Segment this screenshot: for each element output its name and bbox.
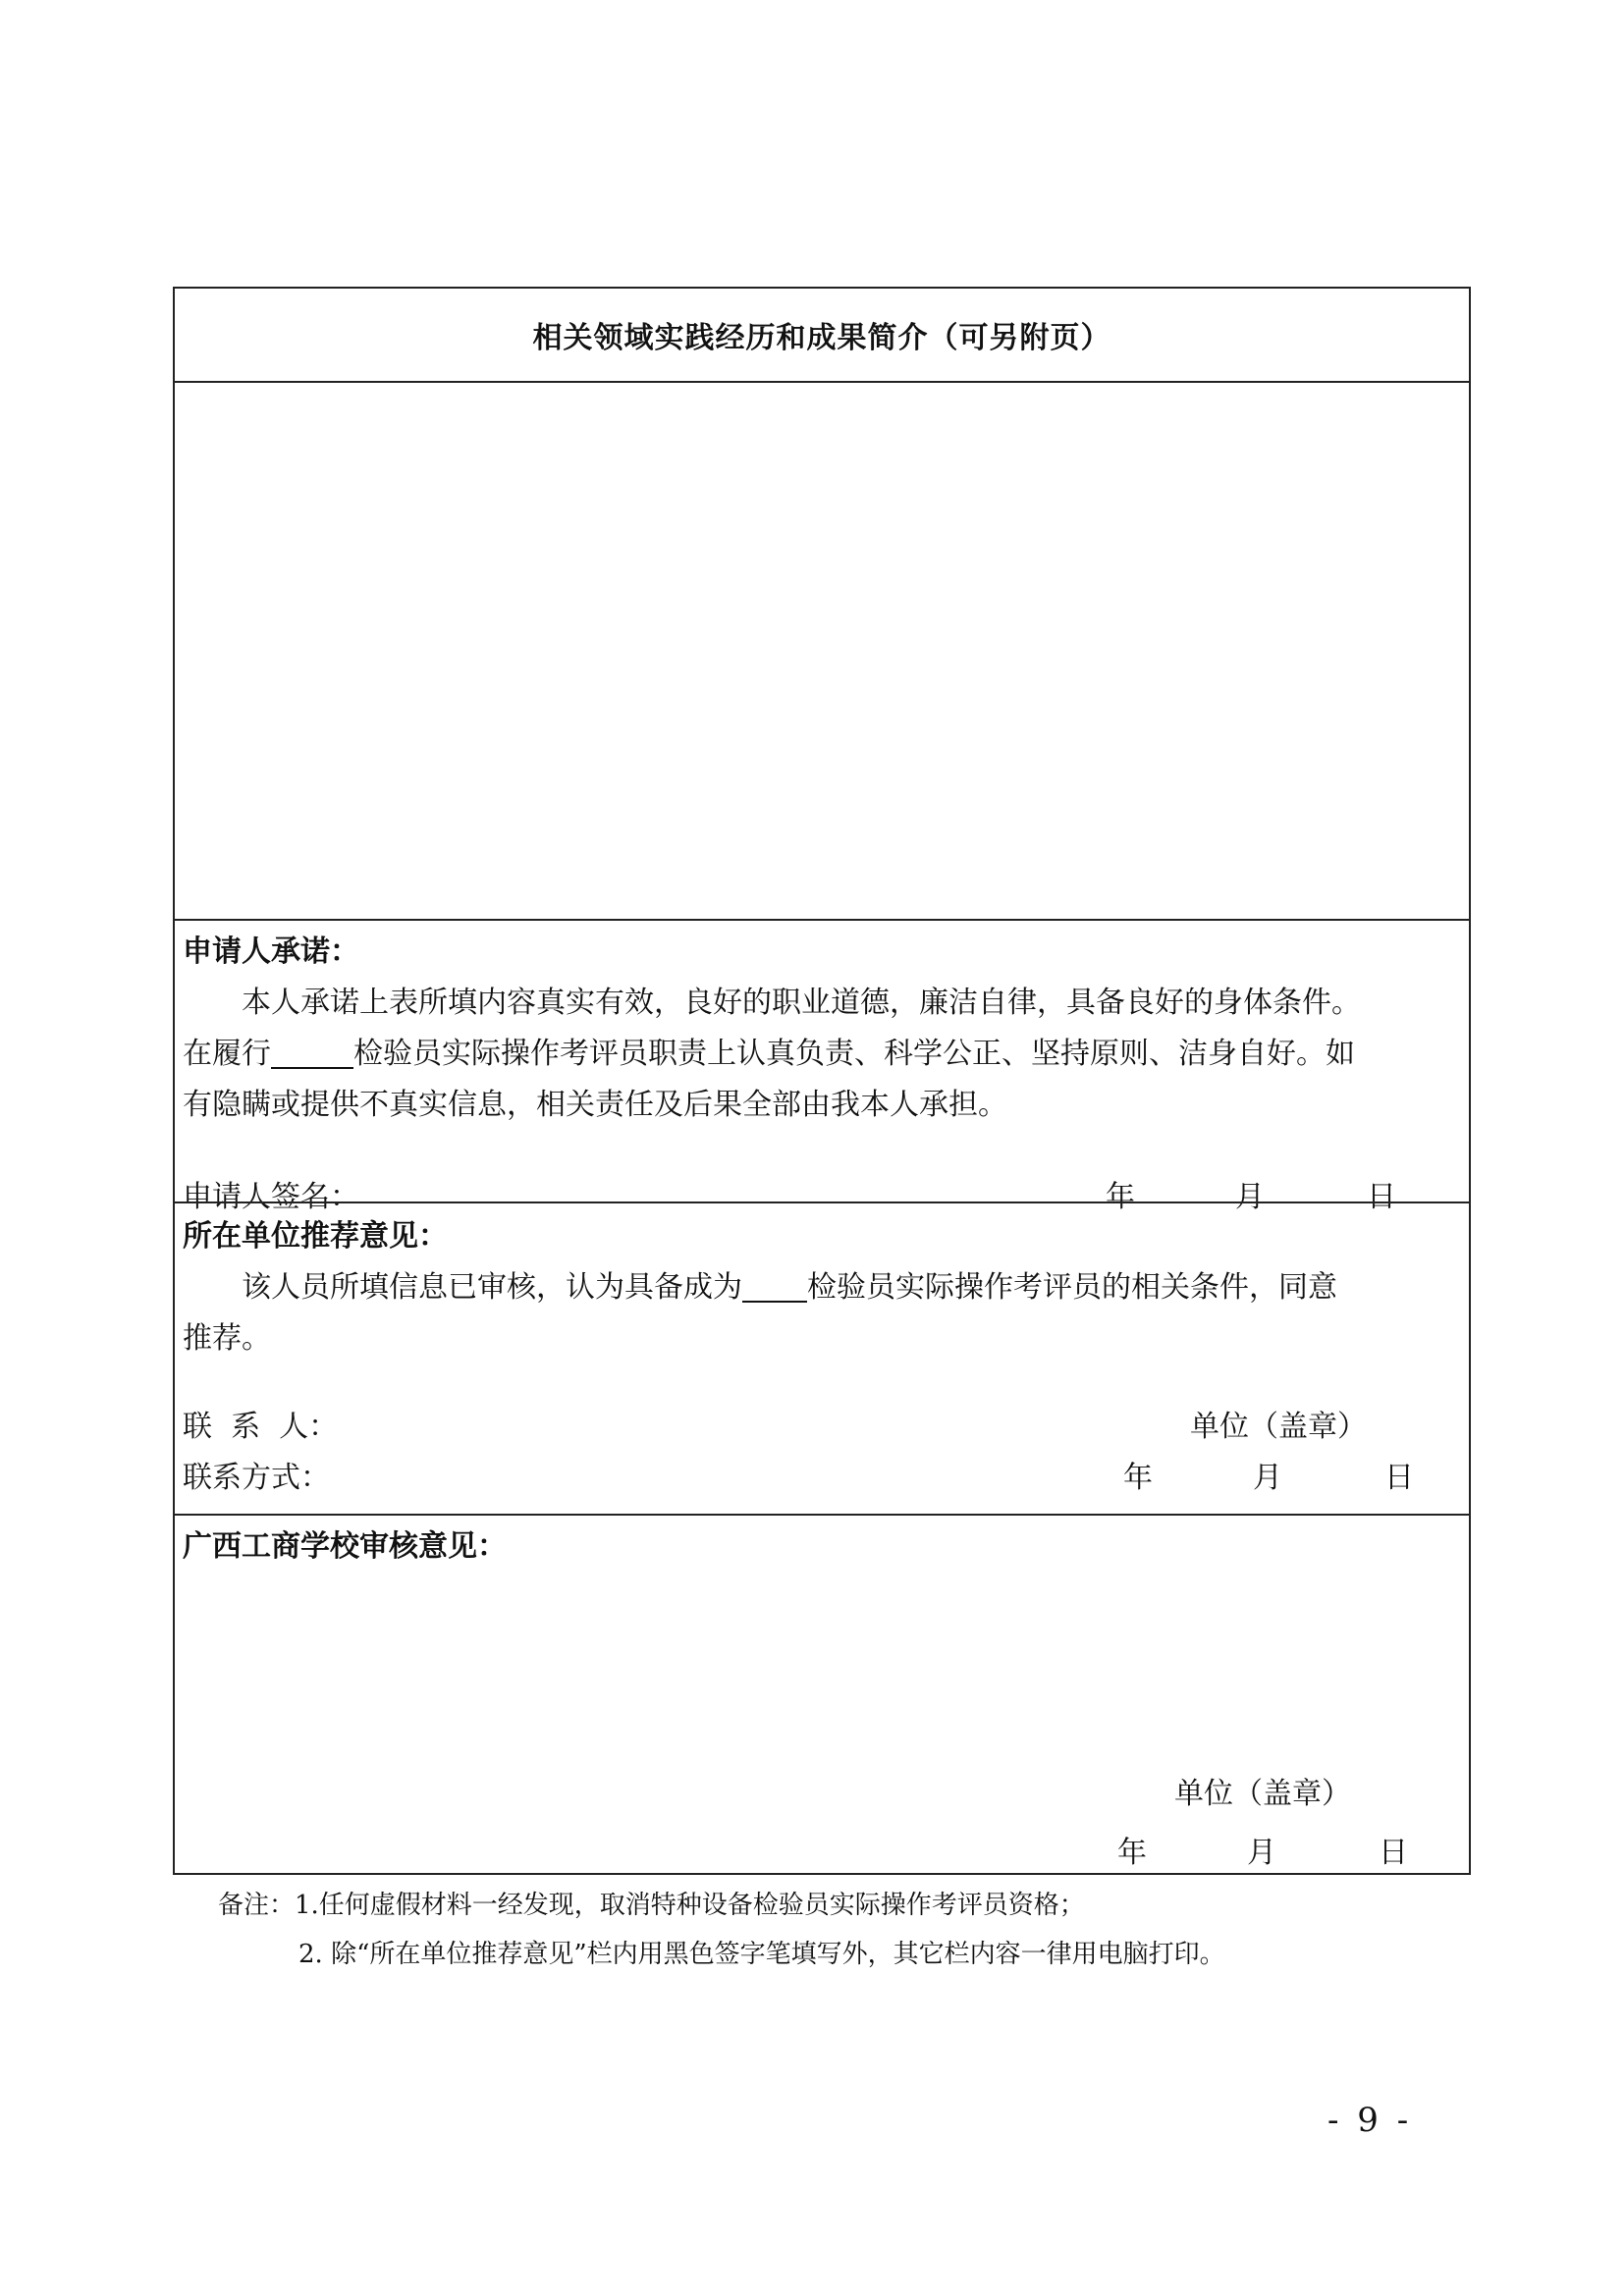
commitment-year: 年 <box>1106 1180 1135 1214</box>
recommendation-line-1 <box>242 1262 1337 1313</box>
commitment-line-3: 有隐瞒或提供不真实信息，相关责任及后果全部由我本人承担。 <box>183 1088 1007 1122</box>
commitment-day: 日 <box>1367 1180 1396 1214</box>
recommendation-month: 月 <box>1253 1461 1282 1495</box>
recommendation-day: 日 <box>1384 1461 1414 1495</box>
school-review-heading: 广西工商学校审核意见： <box>183 1529 507 1564</box>
recommendation-heading: 所在单位推荐意见： <box>183 1219 448 1254</box>
form-notes <box>218 1881 1225 1979</box>
school-review-section <box>175 1514 1469 1875</box>
recommendation-year: 年 <box>1123 1461 1153 1495</box>
page-number: - 9 - <box>1327 2101 1413 2140</box>
commitment-line-2 <box>183 1029 1355 1080</box>
school-review-day: 日 <box>1379 1836 1408 1870</box>
practice-experience-title: 相关领域实践经历和成果简介（可另附页） <box>532 321 1111 355</box>
application-form <box>173 287 1471 1875</box>
school-review-month: 月 <box>1247 1836 1276 1870</box>
commitment-blank[interactable] <box>271 1032 353 1069</box>
recommendation-line-1-start: 该人员所填信息已审核，认为具备成为 <box>242 1270 742 1305</box>
recommendation-blank[interactable] <box>742 1265 807 1303</box>
commitment-line-1: 本人承诺上表所填内容真实有效，良好的职业道德，廉洁自律，具备良好的身体条件。 <box>242 986 1361 1020</box>
practice-experience-field[interactable] <box>175 381 1469 919</box>
recommendation-line-2: 推荐。 <box>183 1321 271 1356</box>
school-review-unit-seal: 单位（盖章） <box>1174 1777 1351 1811</box>
applicant-commitment-section <box>175 919 1469 1214</box>
recommendation-line-1-end: 检验员实际操作考评员的相关条件，同意 <box>807 1270 1337 1305</box>
note-line-1: 备注：1.任何虚假材料一经发现，取消特种设备检验员实际操作考评员资格； <box>218 1891 1085 1920</box>
commitment-line-2-end: 检验员实际操作考评员职责上认真负责、科学公正、坚持原则、洁身自好。如 <box>353 1037 1355 1071</box>
commitment-heading: 申请人承诺： <box>183 934 359 969</box>
commitment-month: 月 <box>1235 1180 1265 1214</box>
recommendation-unit-seal: 单位（盖章） <box>1190 1410 1367 1444</box>
commitment-line-2-start: 在履行 <box>183 1037 271 1071</box>
contact-person-label: 联 系 人： <box>183 1410 339 1444</box>
unit-recommendation-section <box>175 1201 1469 1514</box>
contact-method-label: 联系方式： <box>183 1461 330 1495</box>
school-review-year: 年 <box>1117 1836 1147 1870</box>
practice-experience-header <box>175 289 1469 381</box>
note-line-2: 2. 除“所在单位推荐意见”栏内用黑色签字笔填写外，其它栏内容一律用电脑打印。 <box>298 1940 1225 1969</box>
applicant-signature-label: 申请人签名： <box>183 1180 359 1214</box>
